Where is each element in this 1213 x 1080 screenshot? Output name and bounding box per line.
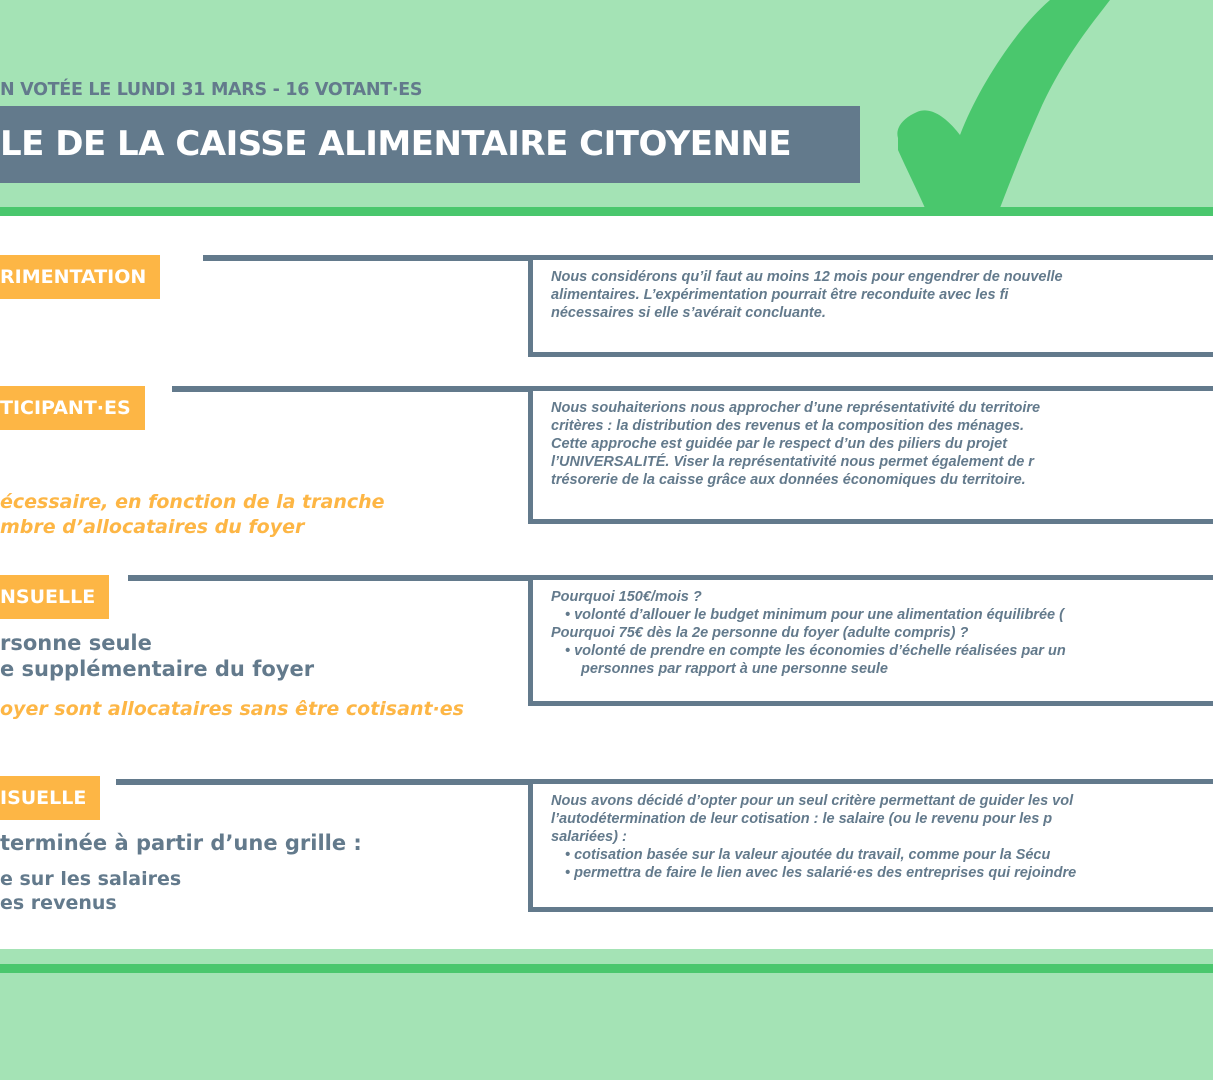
answer-bullet: • volonté de prendre en compte les économies d’échelle réalisées par un <box>565 642 1213 660</box>
box-line: Nous considérons qu’il faut au moins 12 mois pour engendrer de nouvelle <box>551 269 1063 285</box>
section-rule <box>172 386 532 392</box>
top-divider <box>0 207 1213 216</box>
footer-area <box>0 973 1213 1080</box>
rationale-box <box>528 255 1213 357</box>
grid-intro: terminée à partir d’une grille : <box>0 831 362 855</box>
box-line: nécessaires si elle s’avérait concluante. <box>551 305 826 321</box>
note-line: écessaire, en fonction de la tranche <box>0 491 385 513</box>
box-line: Nous avons décidé d’opter pour un seul critère permettant de guider les vol <box>551 793 1074 809</box>
content-area <box>0 216 1213 949</box>
box-bullet: • permettra de faire le lien avec les salarié·es des entreprises qui rejoindre <box>565 864 1213 882</box>
title-bar <box>0 106 860 183</box>
amount-line: rsonne seule <box>0 631 152 655</box>
question: Pourquoi 150€/mois ? <box>551 589 702 605</box>
note-line: oyer sont allocataires sans être cotisant·es <box>0 698 464 720</box>
header <box>0 0 1213 208</box>
box-line: alimentaires. L’expérimentation pourrait être reconduite avec les fi <box>551 287 1009 303</box>
section-label: TICIPANT·ES <box>0 386 145 430</box>
section-label: RIMENTATION <box>0 255 160 299</box>
amount-line: e supplémentaire du foyer <box>0 657 315 681</box>
box-line: Cette approche est guidée par le respect d’un des piliers du projet <box>551 436 1008 452</box>
box-line: critères : la distribution des revenus et la composition des ménages. <box>551 418 1024 434</box>
grid-item: e sur les salaires <box>0 868 182 890</box>
box-line: trésorerie de la caisse grâce aux données économiques du territoire. <box>551 472 1026 488</box>
rationale-box <box>528 779 1213 912</box>
rationale-box <box>528 575 1213 706</box>
box-line: l’UNIVERSALITÉ. Viser la représentativité nous permet également de r <box>551 454 1034 470</box>
answer-bullet: • volonté d’allouer le budget minimum pour une alimentation équilibrée ( <box>565 606 1213 624</box>
section-label: ISUELLE <box>0 776 100 820</box>
box-line: salariées) : <box>551 829 627 845</box>
section-label: NSUELLE <box>0 575 109 619</box>
box-bullet: • cotisation basée sur la valeur ajoutée du travail, comme pour la Sécu <box>565 846 1213 864</box>
box-line: Nous souhaiterions nous approcher d’une représentativité du territoire <box>551 400 1041 416</box>
note-line: mbre d’allocataires du foyer <box>0 516 305 538</box>
vote-subtitle: N VOTÉE LE LUNDI 31 MARS - 16 VOTANT·ES <box>0 80 423 100</box>
question: Pourquoi 75€ dès la 2e personne du foyer (adulte compris) ? <box>551 625 969 641</box>
section-rule <box>203 255 533 261</box>
rationale-box <box>528 386 1213 524</box>
bottom-divider <box>0 964 1213 973</box>
answer-continuation: personnes par rapport à une personne seule <box>581 661 888 677</box>
section-rule <box>116 779 533 785</box>
section-rule <box>128 575 533 581</box>
grid-item: es revenus <box>0 892 117 914</box>
box-line: l’autodétermination de leur cotisation : le salaire (ou le revenu pour les p <box>551 811 1053 827</box>
page-title: LE DE LA CAISSE ALIMENTAIRE CITOYENNE <box>0 124 792 164</box>
checkmark-icon <box>895 0 1175 210</box>
